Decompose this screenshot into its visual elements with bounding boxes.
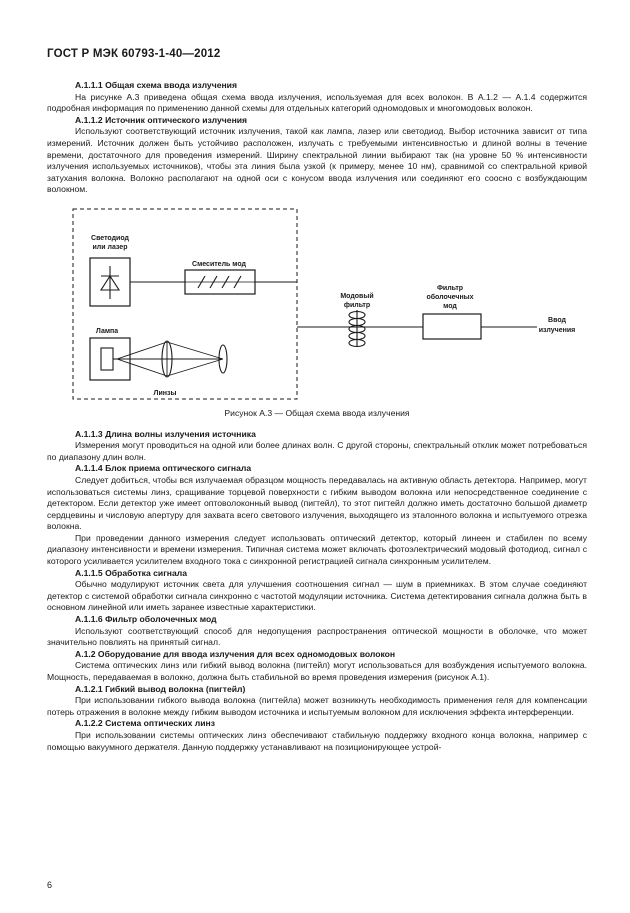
output-label-line1: Ввод bbox=[548, 316, 566, 324]
launch-scheme-diagram bbox=[47, 204, 587, 404]
section-heading: А.1.2.1 Гибкий вывод волокна (пигтейл) bbox=[75, 683, 246, 694]
page-number: 6 bbox=[47, 880, 53, 890]
section-heading: А.1.1.1 Общая схема ввода излучения bbox=[75, 80, 237, 90]
paragraph: Используют соответствующий источник излучения, такой как лампа, лазер или светодиод. Выбор источника зависит от типа измерений. Источник должен быть устойчиво расположен, излучать с требуемыми интенсивностью и длиной волны в течение времени, достаточного для проведения измерений. Ширину спектральной линии выбирают так (на уровне 50 % интенсивности излучения используемых источников), чтобы эта линия была узкой (к примеру, менее 10 нм), сравнимой со спектральной кривой затухания волокна. Волокно располагают на одной оси с конусом ввода излучения или соединяют его соосно с возбуждающим волокном. bbox=[47, 126, 587, 195]
paragraph: При проведении данного измерения следует использовать оптический детектор, который линеен и стабилен по всему диапазону интенсивности и времени измерения. Типичная система может включать фотоэлектрический модовый фотодиод, сигнал с которого усиливается усилителем входного тока с синхронной регистрацией сигнала синхронным усилителем. bbox=[47, 532, 587, 567]
paragraph: Используют соответствующий способ для недопущения распространения оптической мощности в оболочке, что может значительно повлиять на принятый сигнал. bbox=[47, 625, 587, 648]
mode-filter-coil bbox=[349, 310, 365, 347]
lenses-label: Линзы bbox=[153, 389, 177, 397]
section-heading: А.1.2.2 Система оптических линз bbox=[75, 718, 215, 729]
section-heading: А.1.1.6 Фильтр оболочечных мод bbox=[75, 614, 217, 625]
led-label-line1: Светодиод bbox=[91, 234, 129, 242]
lamp-label: Лампа bbox=[95, 327, 119, 335]
mode-filter-label-line1: Модовый bbox=[340, 292, 374, 300]
mode-filter-label-line2: фильтр bbox=[343, 301, 371, 309]
section-heading: А.1.1.2 Источник оптического излучения bbox=[75, 114, 248, 125]
paragraph: На рисунке А.3 приведена общая схема ввода излучения, используемая для всех волокон. В А.1.2 — А.1.4 содержится подробная информация по применению данной схемы для отдельных категорий одномодовых и многомодовых волокон. bbox=[47, 91, 587, 114]
cladding-filter-label-line2: оболочечных bbox=[426, 293, 474, 301]
section-heading: А.1.1.4 Блок приема оптического сигнала bbox=[75, 463, 252, 474]
section-heading: А.1.2 Оборудование для ввода излучения для всех одномодовых волокон bbox=[75, 648, 396, 659]
figure-caption: Рисунок А.3 — Общая схема ввода излучения bbox=[224, 407, 410, 418]
paragraph: При использовании гибкого вывода волокна (пигтейла) может возникнуть необходимость применения геля для компенсации потерь отражения в волокне между гибким выводом источника и испытуемым волокном для исключения эффекта интерференции. bbox=[47, 695, 587, 717]
output-label-line2: излучения bbox=[538, 326, 576, 334]
sections-after-figure bbox=[47, 429, 587, 754]
lamp-bulb-icon bbox=[101, 348, 113, 370]
page-content bbox=[47, 80, 587, 753]
paragraph: При использовании системы оптических линз обеспечивают стабильную поддержку входного конца волокна, например с помощью вакуумного держателя. Данную поддержку устанавливают на позиционирующее устрой- bbox=[47, 729, 587, 752]
figure-a3 bbox=[47, 204, 587, 404]
paragraph: Обычно модулируют источник света для улучшения соотношения сигнал — шум в приемниках. В этом случае соединяют детектор с системой обработки сигнала синхронно с частотой модуляции источника. Система детектирования сигнала должна быть в основном линейной или иметь заранее известные характеристики. bbox=[47, 579, 587, 613]
mode-mixer-label: Смеситель мод bbox=[192, 260, 246, 268]
paragraph: Система оптических линз или гибкий вывод волокна (пигтейл) могут использоваться для возбуждения испытуемого волокна. Мощность, передаваемая в волокно, должна быть стабильной во время проведения измерения (рисунок А.1). bbox=[47, 660, 587, 682]
cladding-filter-label-line3: мод bbox=[443, 302, 457, 310]
cladding-filter-label-line1: Фильтр bbox=[436, 284, 464, 292]
cladding-filter-box bbox=[423, 314, 481, 339]
section-heading: А.1.1.5 Обработка сигнала bbox=[75, 567, 187, 578]
section-heading: А.1.1.3 Длина волны излучения источника bbox=[75, 428, 256, 439]
document-header: ГОСТ Р МЭК 60793-1-40—2012 bbox=[47, 48, 221, 60]
paragraph: Следует добиться, чтобы вся излучаемая образцом мощность передавалась на активную область детектора. Например, могут использоваться системы линз, сращивание торцевой поверхности с гибким выводом волокна или непосредственное соединение с детектором. Если детектор уже имеет оптоволоконный вывод (пигтейл), то этот пигтейл должно иметь достаточно большой диаметр сердцевины и числовую апертуру для захвата всего светового излучения, выходящего из эталонного волокна и испытуемого отрезка волокна. bbox=[47, 474, 587, 532]
sections-before-figure bbox=[47, 80, 587, 196]
led-label-line2: или лазер bbox=[92, 243, 128, 251]
paragraph: Измерения могут проводиться на одной или более длинах волн. С другой стороны, спектральный отклик может потребоваться по диапазону длин волн. bbox=[47, 440, 587, 462]
